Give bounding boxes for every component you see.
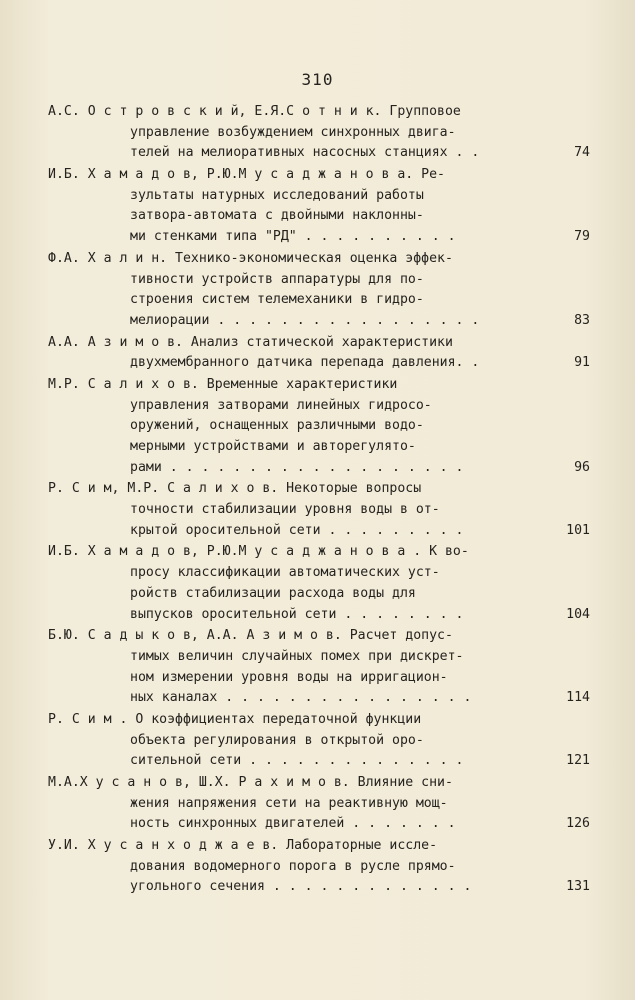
toc-entry-page-number: 131 (566, 879, 590, 895)
toc-entry-title-line: строения систем телемеханики в гидро- (130, 292, 424, 308)
toc-entry-page-number: 96 (574, 459, 590, 475)
toc-entry-line-row (48, 710, 608, 731)
toc-entry-authors-title: Б.Ю. С а д ы к о в, А.А. А з и м о в. Расчет допус- (48, 628, 453, 644)
toc-entry-title-line: затвора-автомата с двойными наклонны- (130, 208, 424, 224)
toc-entry (48, 375, 608, 478)
toc-entry-line-row (48, 751, 608, 772)
toc-entry-authors-title: У.И. Х у с а н х о д ж а е в. Лабораторные иссле- (48, 838, 438, 854)
toc-entry-line-row (48, 458, 608, 479)
toc-entry-line-row (48, 542, 608, 563)
toc-entry-page-number: 114 (566, 690, 590, 706)
toc-entry-line-row (48, 333, 608, 354)
toc-entry-title-line: ных каналах . . . . . . . . . . . . . . . . (130, 690, 472, 706)
toc-entry-title-line: мерными устройствами и авторегулято- (130, 439, 416, 454)
toc-entry-title-line: оружений, оснащенных различными водо- (130, 418, 424, 434)
toc-entry-line-row (48, 688, 608, 709)
toc-entry-page-number: 126 (566, 816, 590, 832)
toc-entry-title-line: ном измерении уровня воды на ирригацион- (130, 669, 448, 685)
toc-entry-title-line: рами . . . . . . . . . . . . . . . . . . . (130, 459, 464, 475)
toc-entry-line-row (48, 270, 608, 291)
toc-entry-page-number: 104 (566, 606, 590, 622)
toc-entry-title-line: просу классификации автоматических уст- (130, 565, 440, 581)
toc-entry-page-number: 83 (574, 312, 590, 328)
toc-entry-line-row (48, 668, 608, 689)
toc-entry-line-row (48, 521, 608, 542)
toc-entry-title-line: объекта регулирования в открытой оро- (130, 732, 424, 748)
toc-entry-line-row (48, 584, 608, 605)
toc-entry-title-line: ми стенками типа "РД" . . . . . . . . . . (130, 229, 456, 245)
toc-entry-line-row (48, 836, 608, 857)
toc-entry-line-row (48, 416, 608, 437)
toc-entry (48, 542, 608, 625)
toc-entry-line-row (48, 249, 608, 270)
toc-entry-line-row (48, 227, 608, 248)
toc-entry-authors-title: М.Р. С а л и х о в. Временные характеристики (48, 376, 398, 392)
toc-entry-line-row (48, 794, 608, 815)
toc-entry-line-row (48, 143, 608, 164)
page-number: 310 (301, 70, 334, 89)
toc-entry-page-number: 121 (566, 753, 590, 769)
toc-entry-line-row (48, 731, 608, 752)
toc-entry-title-line: тимых величин случайных помех при дискрет- (130, 648, 464, 664)
toc-entry-page-number: 101 (566, 522, 590, 538)
toc-entry (48, 165, 608, 248)
toc-entry (48, 773, 608, 835)
toc-entry (48, 710, 608, 772)
toc-entry-title-line: двухмембранного датчика перепада давления. . (130, 355, 480, 371)
toc-entry-line-row (48, 123, 608, 144)
toc-entry-line-row (48, 437, 608, 458)
toc-entry-line-row (48, 626, 608, 647)
toc-entry-title-line: мелиорации . . . . . . . . . . . . . . . . . (130, 312, 480, 328)
toc-entry-authors-title: Ф.А. Х а л и н. Технико-экономическая оценка эффек- (48, 250, 453, 266)
toc-entry (48, 626, 608, 709)
toc-entry-line-row (48, 500, 608, 521)
toc-entry-title-line: сительной сети . . . . . . . . . . . . . . (130, 753, 464, 769)
toc-entry (48, 249, 608, 332)
toc-entry-title-line: ность синхронных двигателей . . . . . . . (130, 816, 456, 832)
toc-entry-title-line: угольного сечения . . . . . . . . . . . . . (130, 879, 472, 895)
toc-entry-line-row (48, 353, 608, 374)
toc-entry-title-line: управление возбуждением синхронных двига- (130, 124, 456, 140)
toc-entry (48, 102, 608, 164)
toc-entry-authors-title: А.С. О с т р о в с к и й, Е.Я.С о т н и к. Групповое (48, 104, 461, 119)
toc-entry-line-row (48, 186, 608, 207)
toc-entry-page-number: 79 (574, 229, 590, 245)
toc-entry-line-row (48, 647, 608, 668)
toc-entry-line-row (48, 311, 608, 332)
toc-entry-line-row (48, 877, 608, 898)
toc-entry-line-row (48, 563, 608, 584)
toc-entry-line-row (48, 605, 608, 626)
toc-entry-authors-title: Р. С и м, М.Р. С а л и х о в. Некоторые вопросы (48, 481, 422, 497)
toc-entry-title-line: дования водомерного порога в русле прямо- (130, 858, 456, 874)
toc-entry-title-line: тивности устройств аппаратуры для по- (130, 271, 424, 287)
toc-entry (48, 836, 608, 898)
toc-entry-title-line: зультаты натурных исследований работы (130, 187, 424, 203)
toc-entry-line-row (48, 102, 608, 123)
toc-entry-authors-title: А.А. А з и м о в. Анализ статической характеристики (48, 334, 453, 350)
toc-entry-line-row (48, 479, 608, 500)
toc-entry-line-row (48, 857, 608, 878)
toc-entry-line-row (48, 396, 608, 417)
toc-entry-title-line: крытой оросительной сети . . . . . . . . . (130, 522, 464, 538)
toc-entry-title-line: телей на мелиоративных насосных станциях . . (130, 145, 480, 161)
toc-entry-title-line: ройств стабилизации расхода воды для (130, 585, 416, 601)
toc-entry-authors-title: И.Б. Х а м а д о в, Р.Ю.М у с а д ж а н о в а. Ре- (48, 167, 445, 183)
toc-entry-title-line: жения напряжения сети на реактивную мощ- (130, 795, 448, 811)
toc-entry-title-line: управления затворами линейных гидросо- (130, 397, 432, 413)
toc-entry-line-row (48, 290, 608, 311)
toc-entry-authors-title: И.Б. Х а м а д о в, Р.Ю.М у с а д ж а н о в а . К во- (48, 544, 469, 560)
toc-entry-page-number: 74 (574, 145, 590, 161)
toc-entry-line-row (48, 814, 608, 835)
toc-entry-line-row (48, 375, 608, 396)
toc-entry-line-row (48, 206, 608, 227)
toc-entry (48, 333, 608, 374)
toc-entry-page-number: 91 (574, 355, 590, 371)
toc-entry-line-row (48, 165, 608, 186)
toc-entry-title-line: точности стабилизации уровня воды в от- (130, 502, 440, 518)
toc-entry (48, 479, 608, 541)
toc-entry-title-line: выпусков оросительной сети . . . . . . . . (130, 606, 464, 622)
toc-entry-line-row (48, 773, 608, 794)
toc-entry-authors-title: М.А.Х у с а н о в, Ш.Х. Р а х и м о в. Влияние сни- (48, 775, 453, 790)
table-of-contents (48, 102, 608, 899)
toc-entry-authors-title: Р. С и м . О коэффициентах передаточной функции (48, 711, 422, 727)
